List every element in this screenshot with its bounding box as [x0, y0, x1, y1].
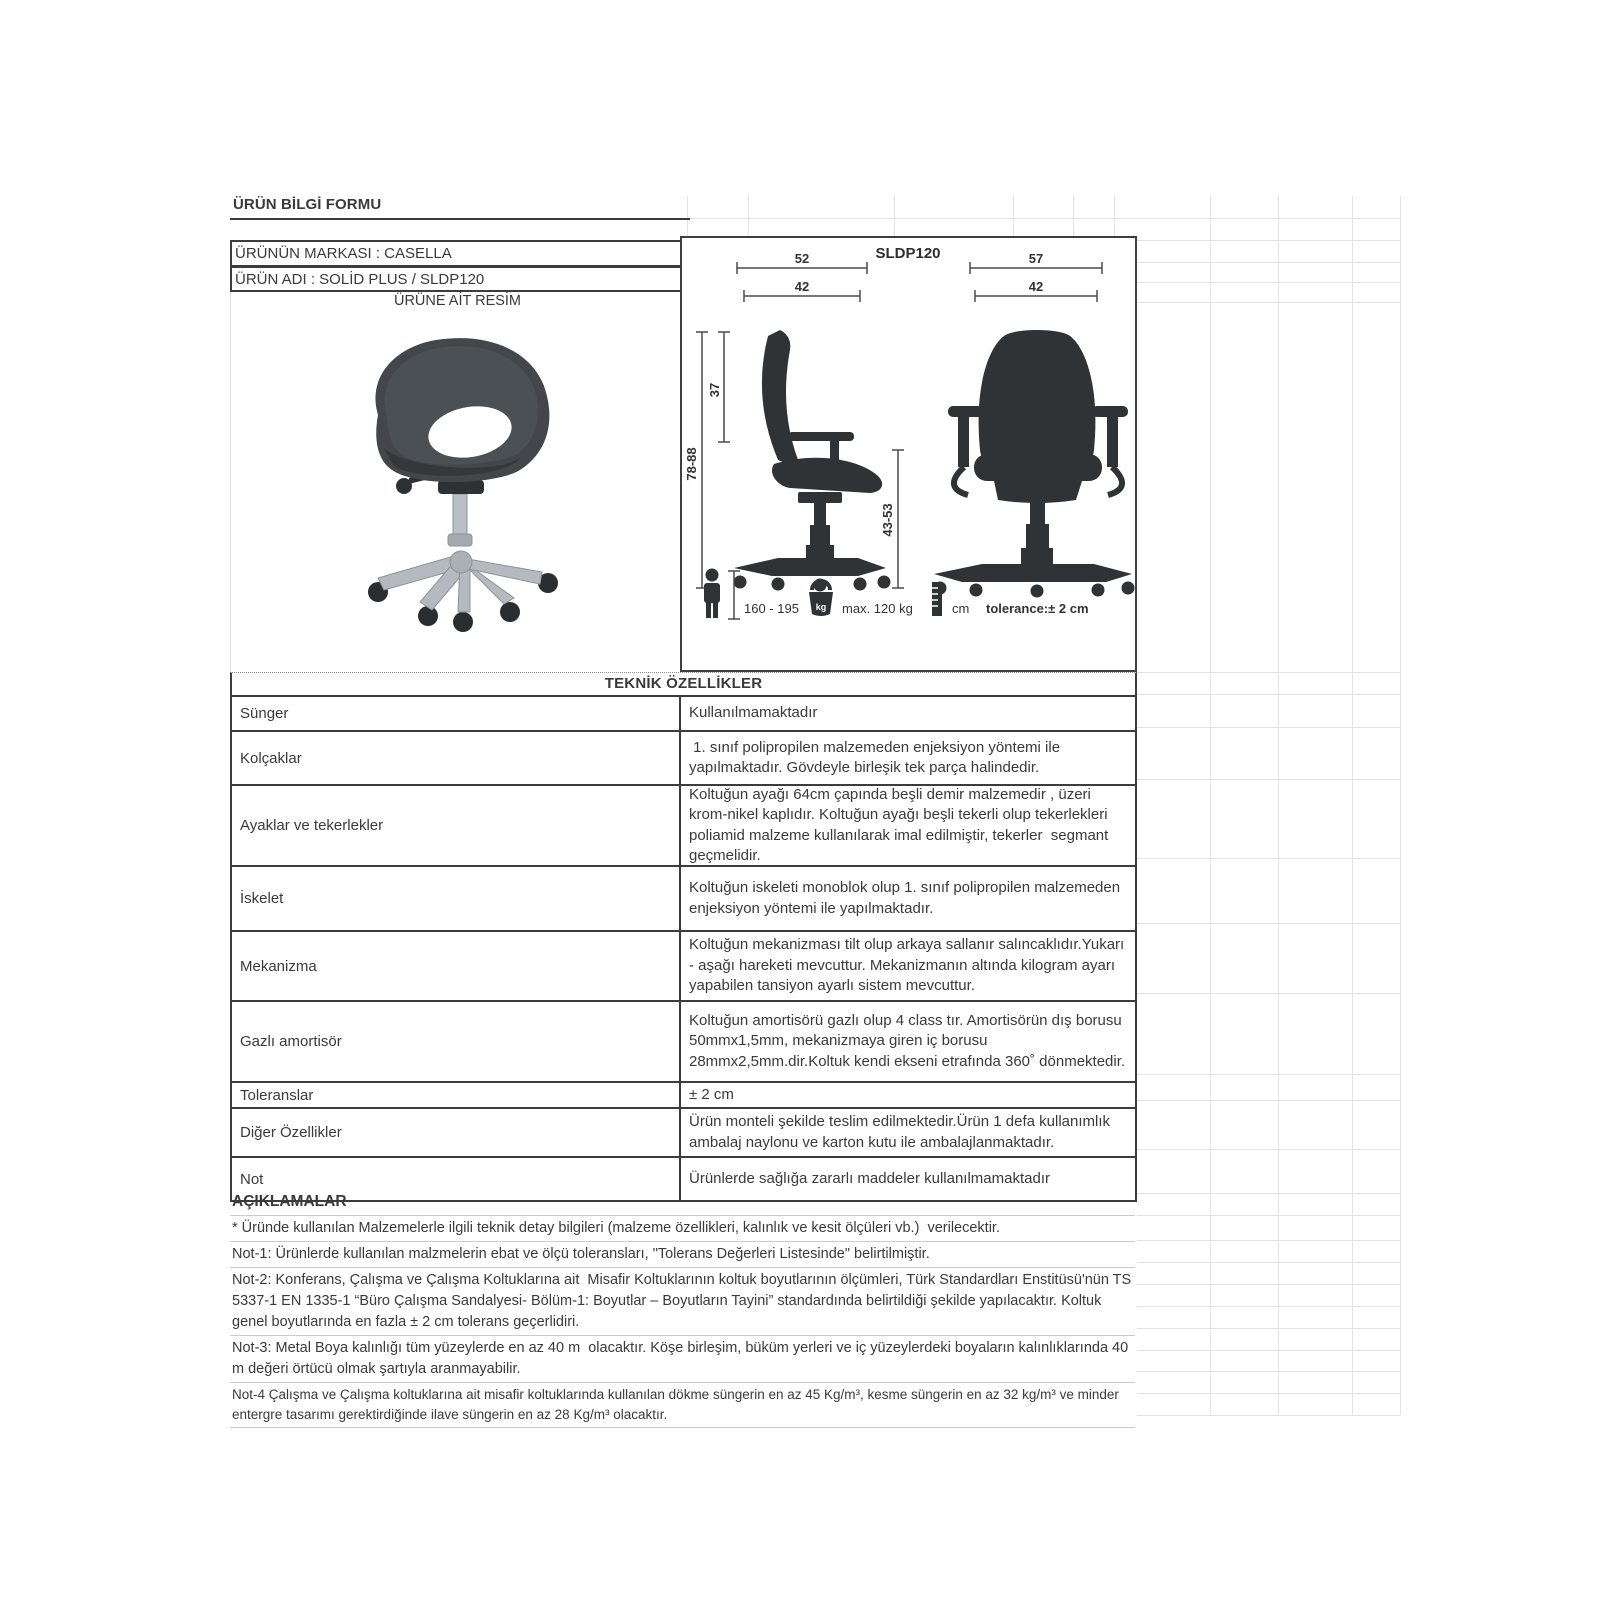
table-row: [232, 1109, 1135, 1158]
table-row: [232, 697, 1135, 732]
tech-specs-title: TEKNİK ÖZELLİKLER: [232, 673, 1135, 697]
note-item: Not-1: Ürünlerde kullanılan malzmelerin ebat ve ölçü toleransları, "Tolerans Değerleri Listesinde" belirtilmiştir.: [230, 1241, 1135, 1267]
table-row: [232, 1002, 1135, 1083]
table-row: [232, 867, 1135, 932]
dim-side-top-width: 52: [794, 251, 810, 266]
note-item: Not-3: Metal Boya kalınlığı tüm yüzeylerde en az 40 m olacaktır. Köşe birleşim, büküm yerleri ve iç yüzeylerdeki boyaların kalınlıklarında 40 m değeri örtücü olmak şartıyla aranmayabilir.: [230, 1335, 1135, 1382]
user-height-range: 160 - 195: [744, 601, 799, 616]
dim-seat-height: 43-53: [880, 503, 895, 537]
spec-label: Ayaklar ve tekerlekler: [232, 786, 681, 865]
spec-value: Koltuğun ayağı 64cm çapında beşli demir malzemedir , üzeri krom-nikel kaplıdır. Koltuğun ayağı beşli tekerli olup tekerlekleri poliamid malzeme kullanılarak imal edilmiştir, tekerler segmant geçmelidir.: [689, 785, 1113, 864]
spec-value: Koltuğun amortisörü gazlı olup 4 class tır. Amortisörün dış borusu 50mmx1,5mm, mekanizmaya giren iç borusu 28mmx2,5mm.dir.Koltuk kendi ekseni etrafında 360˚ dönmektedir.: [689, 1011, 1126, 1070]
table-row: [232, 932, 1135, 1002]
spec-value: Kullanılmamaktadır: [689, 704, 818, 722]
note-item: Not-2: Konferans, Çalışma ve Çalışma Koltuklarına ait Misafir Koltuklarının koltuk boyutlarının ölçümleri, Türk Standardları Enstitüsü'nün TS 5337-1 EN 1335-1 “Büro Çalışma Sandalyesi- Bölüm-1: Boyutlar – Boyutların Tayini” standardında belirtildiği şekilde yapılacaktır. Koltuk genel boyutlarında en fazla ± 2 cm tolerans geçerlidiri.: [230, 1267, 1135, 1335]
spec-value: ± 2 cm: [689, 1085, 734, 1103]
image-caption: ÜRÜNE AİT RESİM: [230, 293, 686, 313]
model-label: SLDP120: [875, 245, 941, 262]
tech-specs-table: [230, 672, 1137, 1202]
note-item: Not-4 Çalışma ve Çalışma koltuklarına ait misafir koltuklarında kullanılan dökme süngerin en az 45 Kg/m³, kesme süngerin en az 32 kg/m³ ve minder entergre tasarımı gerektirdiğinde ilave süngerin en az 28 Kg/m³ olacaktır.: [230, 1382, 1135, 1428]
dim-front-top-width: 57: [1028, 251, 1044, 266]
spec-label: Diğer Özellikler: [232, 1109, 681, 1156]
note-item: * Üründe kullanılan Malzemelerle ilgili teknik detay bilgileri (malzeme özellikleri, kalınlık ve kesit ölçüleri vb.) verilecektir.: [230, 1215, 1135, 1241]
notes-section: [230, 1193, 1135, 1428]
spec-value: Ürünlerde sağlığa zararlı maddeler kullanılmamaktadır: [689, 1169, 1050, 1187]
dim-front-seat-width: 42: [1028, 279, 1044, 294]
chair-photo-shell: [375, 338, 549, 482]
chair-photo-base: [368, 472, 558, 632]
product-photo: [258, 320, 642, 660]
unit-label: cm: [952, 601, 970, 616]
spec-label: Not: [232, 1158, 681, 1200]
dim-side-seat-width: 42: [794, 279, 810, 294]
spec-value: Koltuğun mekanizması tilt olup arkaya sallanır salıncaklıdır.Yukarı - aşağı hareketi mevcuttur. Mekanizmanın altında kilogram ayarı yapabilen tansiyon ayarlı sistem mevcuttur.: [689, 936, 1129, 995]
side-view-chair: [734, 330, 891, 592]
front-view-chair: [934, 330, 1135, 598]
spec-label: Sünger: [232, 697, 681, 730]
weight-icon-label: kg: [815, 602, 827, 612]
notes-title: AÇIKLAMALAR: [232, 1193, 347, 1210]
dimension-panel: [680, 236, 1137, 672]
spec-value: Ürün monteli şekilde teslim edilmektedir.Ürün 1 defa kullanımlık ambalaj naylonu ve karton kutu ile ambalajlanmaktadır.: [689, 1113, 1115, 1151]
table-row: [232, 786, 1135, 867]
spec-label: İskelet: [232, 867, 681, 930]
page-title: ÜRÜN BİLGİ FORMU: [230, 196, 690, 220]
dim-total-height: 78-88: [684, 447, 699, 481]
tolerance-label: tolerance:± 2 cm: [986, 601, 1089, 616]
dimension-diagram: [682, 238, 1135, 670]
dim-back-height: 37: [707, 382, 722, 398]
top-dimension-lines: [737, 262, 1102, 302]
max-weight-label: max. 120 kg: [842, 601, 913, 616]
spec-label: Mekanizma: [232, 932, 681, 1000]
brand-row: ÜRÜNÜN MARKASI : CASELLA: [230, 240, 692, 267]
spec-value: Koltuğun iskeleti monoblok olup 1. sınıf polipropilen malzemeden enjeksiyon yöntemi ile yapılmaktadır.: [689, 879, 1125, 917]
table-row: [232, 732, 1135, 786]
spec-label: Gazlı amortisör: [232, 1002, 681, 1081]
person-icon: [704, 569, 720, 619]
spec-label: Toleranslar: [232, 1083, 681, 1107]
spec-label: Kolçaklar: [232, 732, 681, 784]
ruler-icon: [932, 582, 942, 616]
spec-value: 1. sınıf polipropilen malzemeden enjeksiyon yöntemi ile yapılmaktadır. Gövdeyle birleşik tek parça halindedir.: [689, 738, 1065, 776]
table-row: [232, 1083, 1135, 1109]
product-name-row: ÜRÜN ADI : SOLİD PLUS / SLDP120: [230, 266, 692, 292]
